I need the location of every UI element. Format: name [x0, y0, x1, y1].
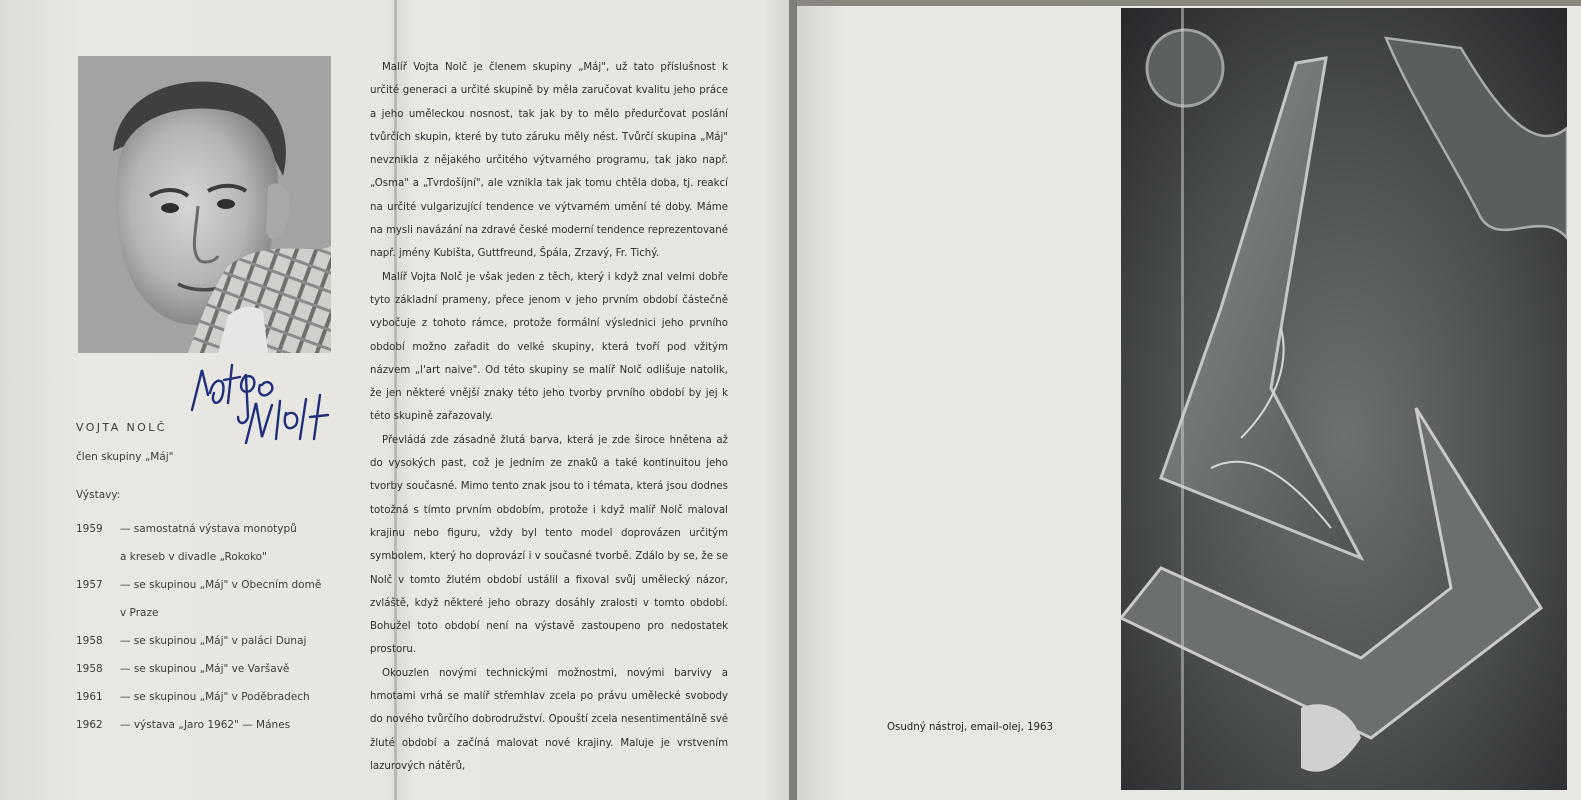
exhibition-text: v Praze: [120, 607, 159, 619]
exhibition-item: [76, 663, 289, 675]
exhibition-item: [76, 635, 306, 647]
essay-paragraph: Převládá zde zásadně žlutá barva, která je zde široce hnětena až do vysokých past, což je jedním ze znaků a také kontinuitou jeho tvorby současné. Mimo tento znak jsou to i témata, která jsou dodnes totožná s tímto prvním obdobím, protože i když malíř Nolč maloval krajinu nebo figuru, vždy byl tento model doprovázen určitým symbolem, který ho doprovází i v současné tvorbě. Zdálo by se, že se Nolč v tomto žlutém období ustálil a fixoval svůj umělecký názor, zvláště, když některé jeho obrazy dosáhly zralosti v tomto období. Bohužel toto období není na výstavě zastoupeno pro nedostatek prostoru.: [370, 434, 728, 656]
exhibition-year: 1958: [76, 635, 103, 647]
exhibition-year: 1957: [76, 579, 103, 591]
exhibition-text: — se skupinou „Máj" ve Varšavě: [120, 663, 290, 675]
exhibition-year: 1958: [76, 663, 103, 675]
exhibition-item: [76, 719, 290, 731]
handwritten-signature: [188, 355, 338, 450]
exhibition-item: [76, 607, 158, 619]
exhibition-text: — se skupinou „Máj" v Obecním domě: [120, 579, 322, 591]
exhibition-item: [76, 523, 297, 535]
exhibition-year: 1961: [76, 691, 103, 703]
essay-paragraph: Okouzlen novými technickými možnostmi, novými barvivy a hmotami vrhá se malíř střemhlav zcela po právu umělecké svobody do nového tvůrčího dobrodružství. Opouští zcela nesentimentálně své žluté období a začíná malovat nové krajiny. Maluje je vrstvením lazurových nátěrů,: [370, 667, 728, 772]
exhibition-text: — samostatná výstava monotypů: [120, 523, 297, 535]
artist-name: VOJTA NOLČ: [76, 421, 167, 434]
exhibition-text: a kreseb v divadle „Rokoko": [120, 551, 267, 563]
exhibition-year: 1959: [76, 523, 103, 535]
exhibition-item: [76, 579, 321, 591]
artwork-caption: Osudný nástroj, email-olej, 1963: [887, 722, 1054, 733]
center-gutter: [789, 0, 797, 800]
artist-membership: člen skupiny „Máj": [76, 451, 174, 463]
artist-portrait-photo: [78, 56, 331, 353]
exhibition-text: — výstava „Jaro 1962" — Mánes: [120, 719, 291, 731]
exhibition-text: — se skupinou „Máj" v Poděbradech: [120, 691, 310, 703]
exhibition-year: 1962: [76, 719, 103, 731]
exhibition-item: [76, 551, 267, 563]
exhibitions-heading: Výstavy:: [76, 489, 121, 501]
essay-paragraph: Malíř Vojta Nolč je členem skupiny „Máj", už tato příslušnost k určité generaci a určité skupině by měla zaručovat kvalitu jeho práce a jeho uměleckou nosnost, tak jak by to mělo předurčovat poslání tvůrčích skupin, které by tuto záruku měly nést. Tvůrčí skupina „Máj" nevznikla z nějakého určitého výtvarného programu, tak jako např. „Osma" a „Tvrdošíjní", ale vznikla tak jak tomu chtěla doba, tj. reakcí na určité vulgarizující tendence ve výtvarném umění té doby. Máme na mysli navázání na zdravé české moderní tendence reprezentované např. jmény Kubišta, Guttfreund, Špála, Zrzavý, Fr. Tichý.: [370, 62, 728, 260]
essay-paragraph: Malíř Vojta Nolč je však jeden z těch, který i když znal velmi dobře tyto základní prameny, přece jenom v jeho prvním období částečně vybočuje z tohoto rámce, protože formální výslednici jeho prvního období možno zařadit do velké skupiny, která tvoří pod vžitým názvem „l'art naive". Od této skupiny se malíř Nolč odlišuje natolik, že jen některé vnější znaky této jeho tvorby prvního období by jej k této skupině zařazovaly.: [370, 271, 728, 423]
artwork-reproduction: [1121, 8, 1567, 790]
essay-body: [370, 56, 728, 778]
exhibition-item: [76, 691, 310, 703]
exhibition-text: — se skupinou „Máj" v paláci Dunaj: [120, 635, 307, 647]
